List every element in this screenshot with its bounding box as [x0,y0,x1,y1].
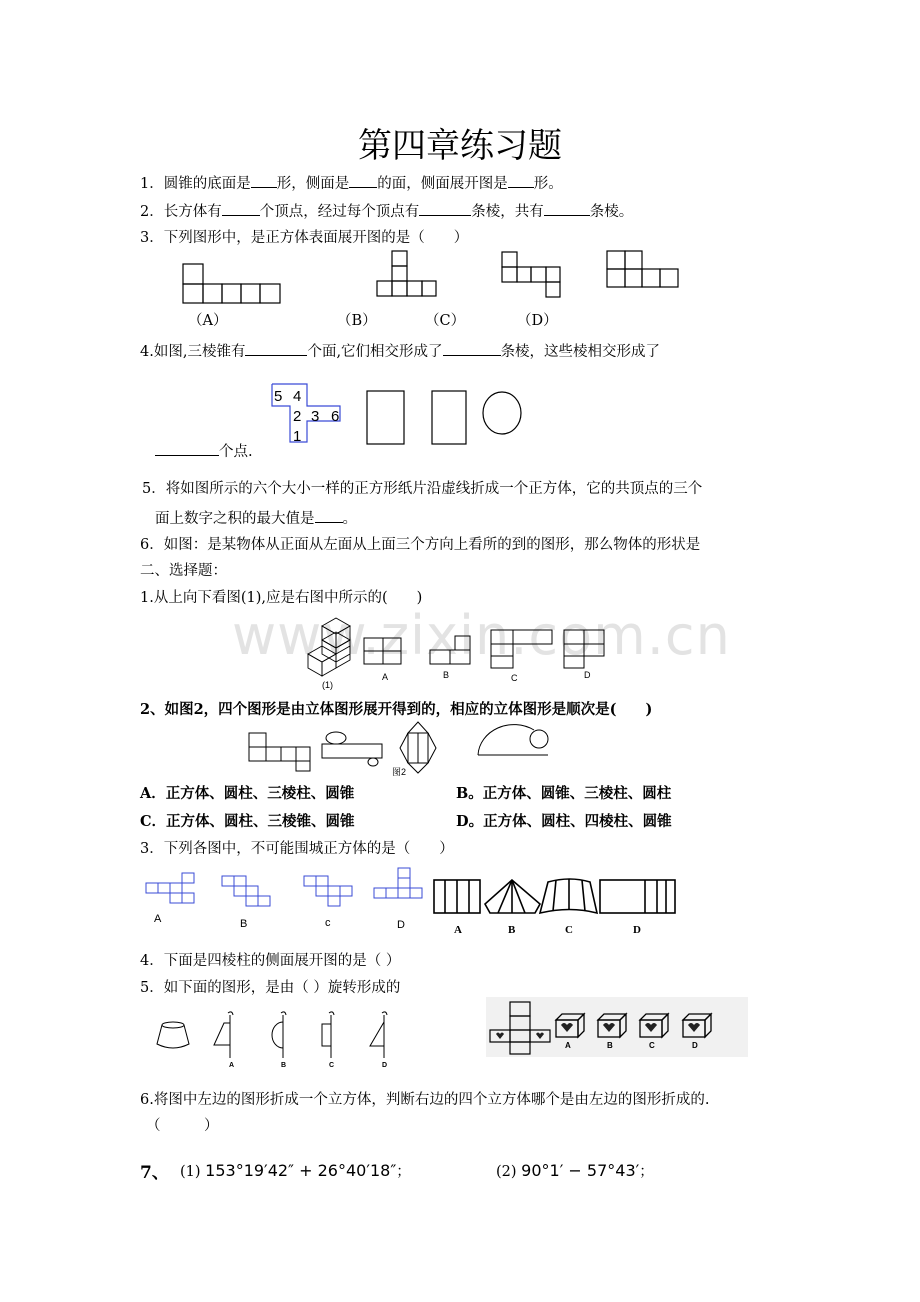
question-3: 3．下列图形中，是正方体表面展开图的是（ ） [140,230,469,246]
q7-part-2: (2) 90°1′ − 57°43′； [496,1161,654,1180]
question-2: 2．长方体有 个顶点，经过每个顶点有 条棱，共有 条棱。 [140,200,633,222]
net-number-2: 2 [293,408,302,425]
s2-question-2: 2、如图2，四个图形是由立体图形展开得到的，相应的立体图形是顺次是( ) [140,701,653,718]
q5-label-a: A [229,1062,235,1069]
s2-q2-option-d: D。正方体、圆柱、四棱柱、圆锥 [456,813,672,830]
q3-option-a: （A） [188,313,228,329]
q6-label-d: D [692,1041,698,1050]
q3-label-b: B [240,918,248,930]
fig-label-a: A [382,672,389,682]
question-4: 4.如图,三棱锥有 个面,它们相交形成了 条棱，这些棱相交形成了 [140,340,660,362]
s2-question-3: 3．下列各图中，不可能围城正方体的是（ ） [140,841,454,857]
s2-q2-option-b: B。正方体、圆锥、三棱柱、圆柱 [456,785,672,802]
s2-question-6-blank: （ ） [146,1118,219,1134]
q5-label-c: C [329,1062,335,1069]
q6-label-a: A [565,1041,571,1050]
fig-label-d: D [584,670,591,680]
watermark: www.zixin.com.cn [232,604,731,667]
net-number-1: 1 [293,428,302,445]
q4-label-c: C [565,924,573,936]
question-1: 1．圆锥的底面是 形，侧面是 的面，侧面展开图是 形。 [140,172,563,194]
q5-label-b: B [281,1062,287,1069]
question-6: 6．如图：是某物体从正面从左面从上面三个方向上看所的到的图形，那么物体的形状是 [140,537,701,553]
s2-question-1: 1.从上向下看图(1),应是右图中所示的( ) [140,590,423,606]
question-5-line1: 5．将如图所示的六个大小一样的正方形纸片沿虚线折成一个正方体，它的共顶点的三个 [142,481,703,497]
s2-question-4: 4．下面是四棱柱的侧面展开图的是（ ） [140,953,401,969]
fig-label-b: B [443,670,450,680]
s2-question-6: 6.将图中左边的图形折成一个立方体，判断右边的四个立方体哪个是由左边的图形折成的. [140,1092,710,1108]
net-number-6: 6 [331,408,340,425]
q3-label-d: D [397,919,405,931]
q3-option-c: （C） [425,313,466,329]
net-number-5: 5 [274,388,283,405]
question-5-line2: 面上数字之积的最大值是 。 [155,507,357,529]
q4-label-b: B [508,924,516,936]
q7-part-1: (1) 153°19′42″ + 26°40′18″； [180,1161,411,1180]
net-number-3: 3 [311,408,320,425]
q3-label-c: c [325,917,331,929]
q3-label-a: A [154,913,162,925]
section-2-heading: 二、选择题： [140,563,227,579]
fig2-caption: 图2 [392,767,407,777]
q5-label-d: D [382,1062,388,1069]
q4-label-a: A [454,924,462,936]
page-title: 第四章练习题 [358,126,562,166]
s2-question-5: 5．如下面的图形，是由（ ）旋转形成的 [140,980,401,996]
fig-label-1: (1) [322,680,333,690]
fig-label-c: C [511,673,518,683]
q4-label-d: D [633,924,641,936]
q3-option-d: （D） [517,313,558,329]
q7-number: 7、 [140,1163,169,1183]
net-number-4: 4 [293,388,302,405]
s2-q2-option-c: C．正方体、圆柱、三棱锥、圆锥 [140,813,355,830]
q6-label-c: C [649,1041,655,1050]
s2-q2-option-a: A．正方体、圆柱、三棱柱、圆锥 [140,785,355,802]
question-4-cont: 个点. [155,440,253,462]
q6-label-b: B [607,1041,613,1050]
q3-option-b: （B） [337,313,377,329]
